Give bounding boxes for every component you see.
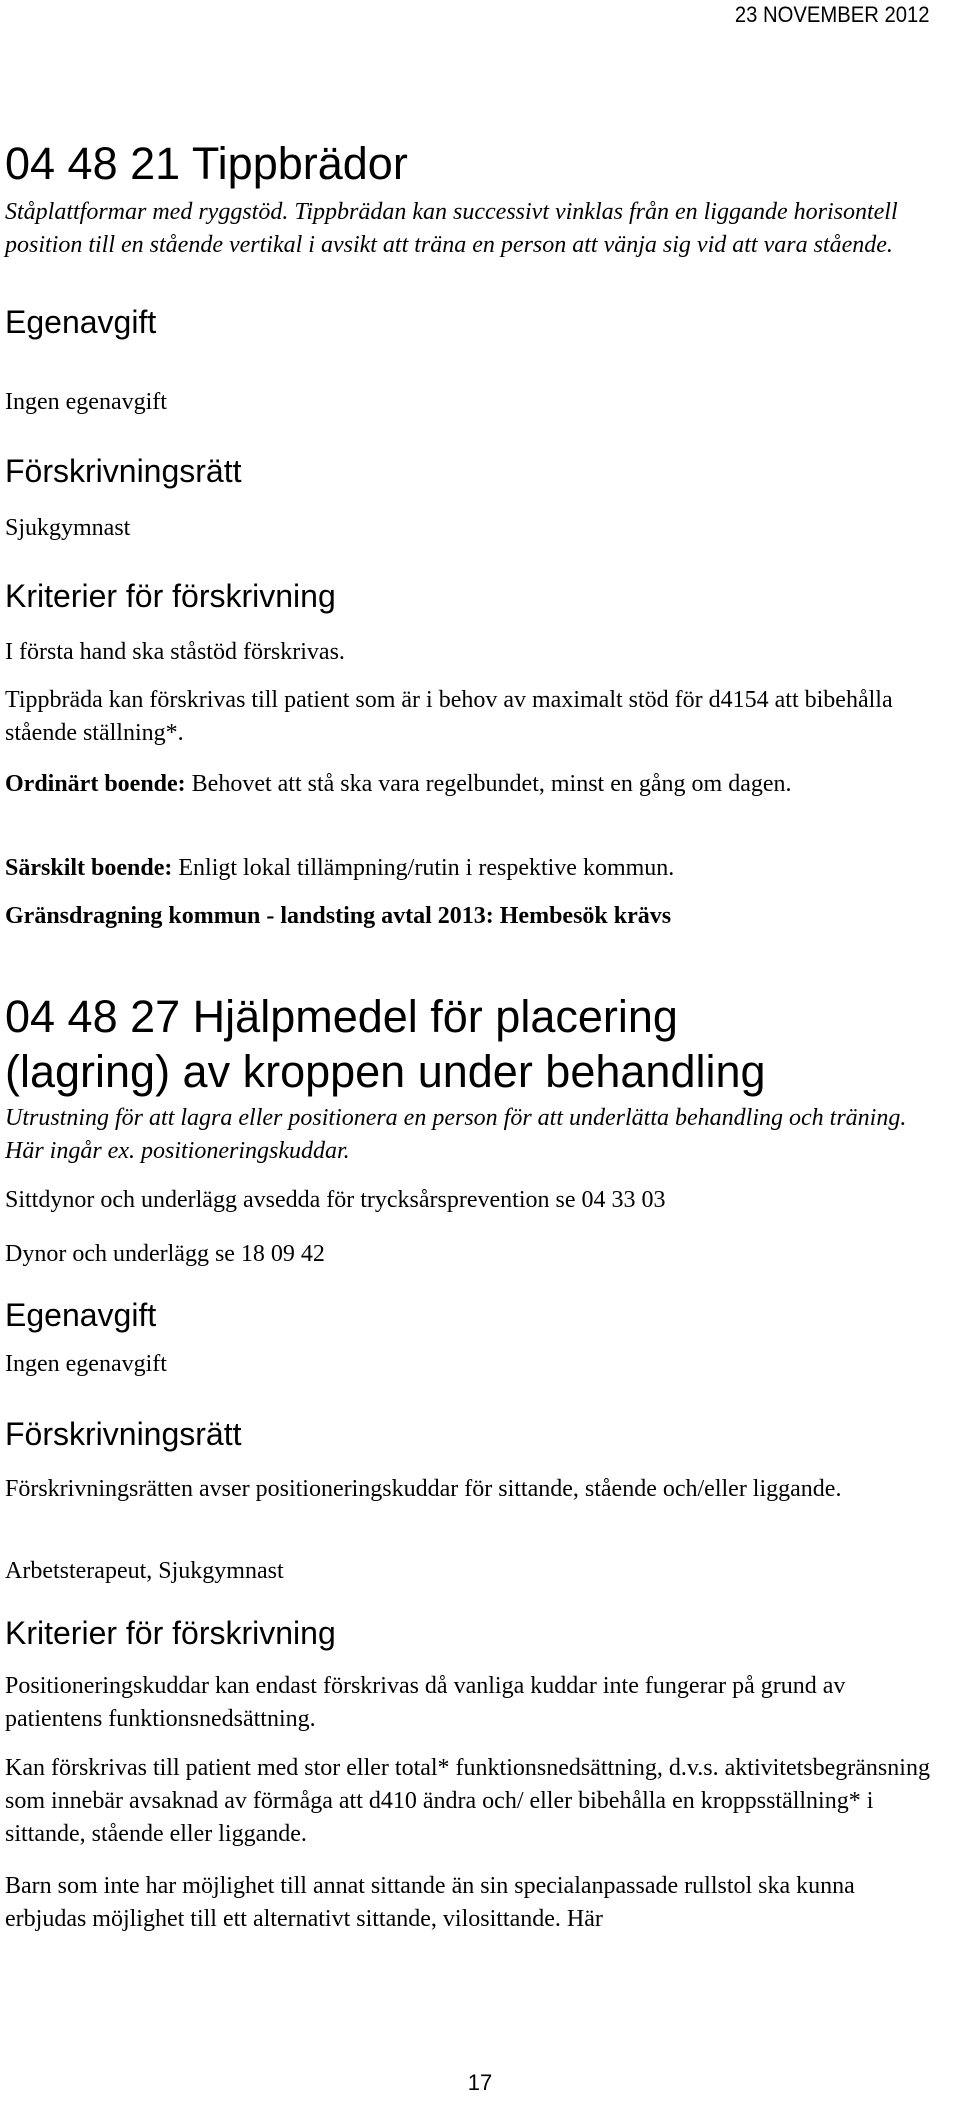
section2-rights-text1: Förskrivningsrätten avser positioneringskuddar för sittande, stående och/eller liggande. <box>5 1476 842 1502</box>
section1-fee-heading: Egenavgift <box>5 304 157 340</box>
section1-title: 04 48 21 Tippbrädor <box>5 138 408 189</box>
section1-criteria-p2: Tippbräda kan förskrivas till patient som är i behov av maximalt stöd för d4154 att bibehålla stående ställning*. <box>5 687 893 746</box>
section2-title-line1: 04 48 27 Hjälpmedel för placering <box>5 991 678 1042</box>
section1-rights-heading: Förskrivningsrätt <box>5 453 242 489</box>
special-text: Enligt lokal tillämpning/rutin i respektive kommun. <box>172 855 675 881</box>
section2-fee-text: Ingen egenavgift <box>5 1351 167 1377</box>
section2-criteria-p2: Kan förskrivas till patient med stor eller total* funktionsnedsättning, d.v.s. aktivitetsbegränsning som innebär avsaknad av förmåga att d410 ändra och/ eller bibehålla en kroppsställning* i sittande, stående eller liggande. <box>5 1755 930 1847</box>
ordinary-text: Behovet att stå ska vara regelbundet, minst en gång om dagen. <box>185 771 792 797</box>
section2-criteria-p1: Positioneringskuddar kan endast förskrivas då vanliga kuddar inte fungerar på grund av patientens funktionsnedsättning. <box>5 1673 846 1732</box>
section1-criteria-p1: I första hand ska ståstöd förskrivas. <box>5 639 345 665</box>
section2-ref2: Dynor och underlägg se 18 09 42 <box>5 1241 325 1267</box>
section2-title-line2: (lagring) av kroppen under behandling <box>5 1046 766 1097</box>
special-label: Särskilt boende: <box>5 855 173 881</box>
section1-rights-text: Sjukgymnast <box>5 515 131 541</box>
section1-description: Ståplattformar med ryggstöd. Tippbrädan kan successivt vinklas från en liggande horisontell position till en stående vertikal i avsikt att träna en person att vänja sig vid att vara stående. <box>5 199 898 258</box>
ordinary-label: Ordinärt boende: <box>5 771 186 797</box>
section1-criteria-heading: Kriterier för förskrivning <box>5 578 336 614</box>
section2-fee-heading: Egenavgift <box>5 1297 157 1333</box>
section2-description: Utrustning för att lagra eller positionera en person för att underlätta behandling och träning. Här ingår ex. positioneringskuddar. <box>5 1105 907 1164</box>
section2-rights-text2: Arbetsterapeut, Sjukgymnast <box>5 1558 284 1584</box>
section2-criteria-heading: Kriterier för förskrivning <box>5 1615 336 1651</box>
section1-ordinary-housing <box>5 768 935 801</box>
header-date: 23 NOVEMBER 2012 <box>735 2 930 27</box>
section2-criteria-p3: Barn som inte har möjlighet till annat sittande än sin specialanpassade rullstol ska kunna erbjudas möjlighet till ett alternativt sittande, vilosittande. Här <box>5 1873 855 1932</box>
page-number: 17 <box>467 2070 493 2095</box>
section1-border-text: Gränsdragning kommun - landsting avtal 2013: Hembesök krävs <box>5 903 672 929</box>
section1-fee-text: Ingen egenavgift <box>5 389 167 415</box>
section2-ref1: Sittdynor och underlägg avsedda för trycksårsprevention se 04 33 03 <box>5 1187 666 1213</box>
section1-special-housing <box>5 852 935 885</box>
section2-rights-heading: Förskrivningsrätt <box>5 1416 242 1452</box>
